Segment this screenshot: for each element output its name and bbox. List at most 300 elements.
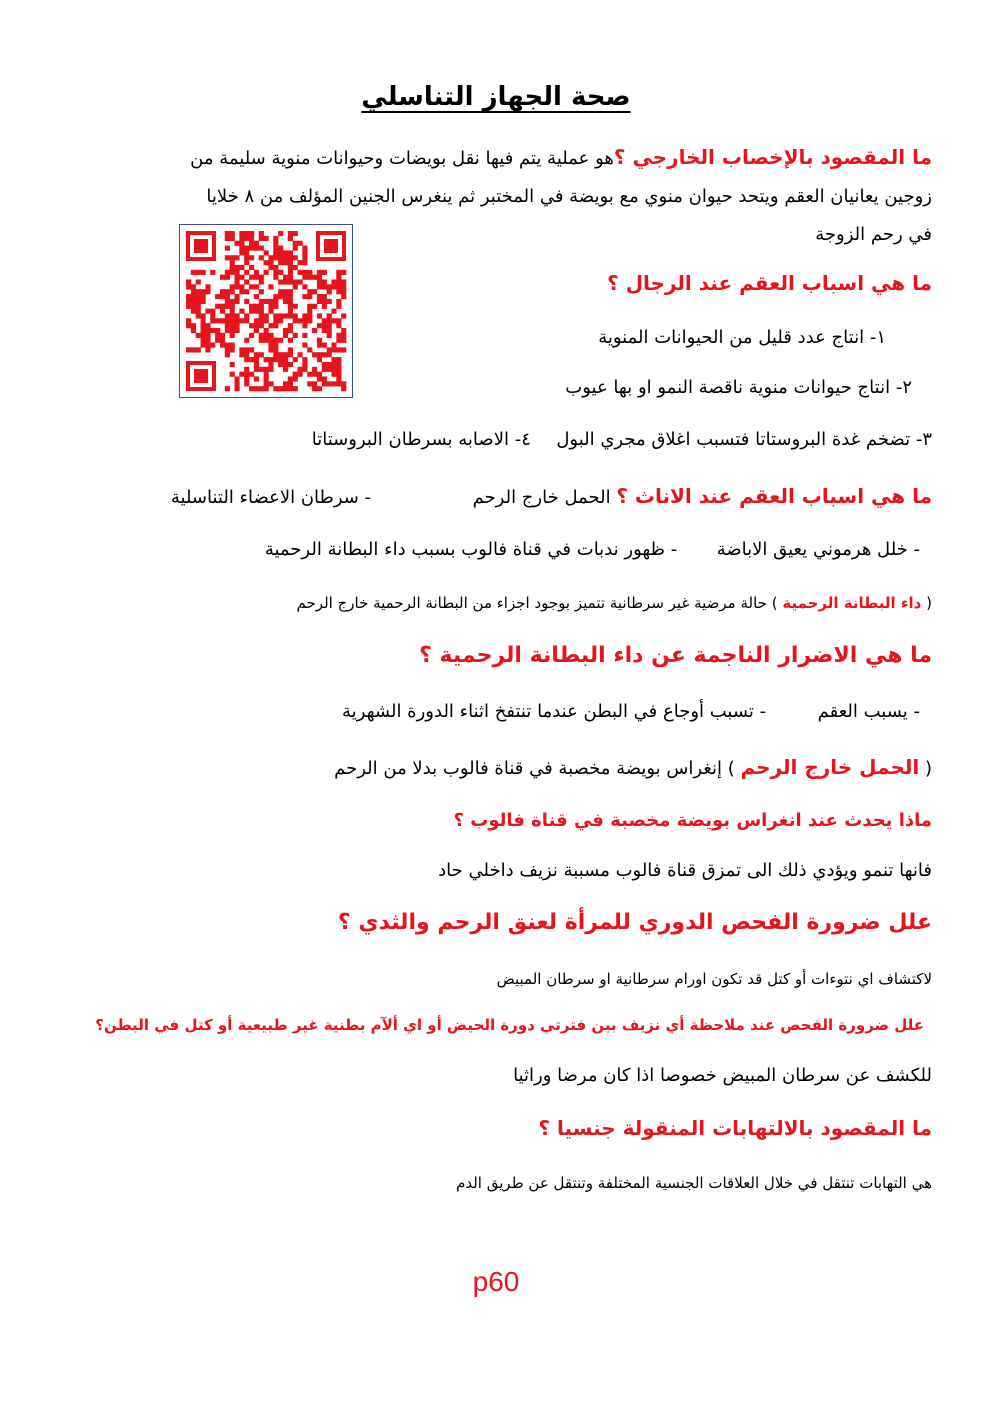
qr-module <box>283 362 288 367</box>
qr-module <box>201 318 206 323</box>
qr-module <box>244 236 249 241</box>
qr-module <box>254 323 259 328</box>
qr-module <box>327 328 332 333</box>
qr-module <box>336 357 341 362</box>
qr-module <box>244 260 249 265</box>
qr-module <box>259 246 264 251</box>
qr-module <box>244 357 249 362</box>
qr-module <box>210 343 215 348</box>
qr-module <box>336 304 341 309</box>
qr-module <box>302 367 307 372</box>
qr-module <box>327 333 332 338</box>
qr-module <box>259 323 264 328</box>
qr-module <box>322 343 327 348</box>
women-item-b: - سرطان الاعضاء التناسلية <box>170 487 372 508</box>
qr-module <box>283 260 288 265</box>
qr-module <box>273 255 278 260</box>
exam2-answer: للكشف عن سرطان المبيض خصوصا اذا كان مرضا وراثيا <box>513 1065 932 1086</box>
qr-module <box>278 362 283 367</box>
qr-module <box>288 265 293 270</box>
qr-module <box>331 372 336 377</box>
ectopic-definition: إنغراس بويضة مخصبة في قناة فالوب بدلا من الرحم <box>334 758 722 779</box>
qr-module <box>225 343 230 348</box>
open-paren: ( <box>924 758 932 779</box>
qr-module <box>288 255 293 260</box>
qr-module <box>264 367 269 372</box>
qr-module <box>273 265 278 270</box>
qr-module <box>259 304 264 309</box>
qr-module <box>244 372 249 377</box>
qr-module <box>186 284 191 289</box>
qr-module <box>259 338 264 343</box>
qr-module <box>341 279 346 284</box>
qr-module <box>234 284 239 289</box>
qr-module <box>220 275 225 280</box>
qr-module <box>196 279 201 284</box>
qr-module <box>230 255 235 260</box>
qr-module <box>302 250 307 255</box>
qr-module <box>307 275 312 280</box>
qr-module <box>293 313 298 318</box>
qr-module <box>244 289 249 294</box>
qr-module <box>210 318 215 323</box>
qr-module <box>230 313 235 318</box>
qr-module <box>225 246 230 251</box>
qr-module <box>234 299 239 304</box>
qr-module <box>278 352 283 357</box>
qr-module <box>327 352 332 357</box>
qr-module <box>283 386 288 391</box>
qr-module <box>254 294 259 299</box>
qr-module <box>331 279 336 284</box>
qr-module <box>268 333 273 338</box>
qr-module <box>186 279 191 284</box>
qr-module <box>327 299 332 304</box>
qr-module <box>225 275 230 280</box>
qr-module <box>331 347 336 352</box>
qr-module <box>196 270 201 275</box>
qr-module <box>244 250 249 255</box>
qr-module <box>336 347 341 352</box>
qr-module <box>273 343 278 348</box>
qr-module <box>331 357 336 362</box>
men-item-2: ٢- انتاج حيوانات منوية ناقصة النمو او بها عيوب <box>565 377 912 398</box>
qr-module <box>268 309 273 314</box>
qr-module <box>249 333 254 338</box>
qr-module <box>293 333 298 338</box>
qr-module <box>239 231 244 236</box>
qr-module <box>254 386 259 391</box>
qr-module <box>249 275 254 280</box>
qr-module <box>239 289 244 294</box>
qr-module <box>239 372 244 377</box>
qr-module <box>331 367 336 372</box>
qr-module <box>264 386 269 391</box>
men-question: ما هي اسباب العقم عند الرجال ؟ <box>607 271 932 295</box>
qr-module <box>336 376 341 381</box>
qr-module <box>259 386 264 391</box>
men-item-4: ٤- الاصابه بسرطان البروستاتا <box>311 429 531 450</box>
qr-module <box>317 270 322 275</box>
qr-module <box>278 313 283 318</box>
page-title: صحة الجهاز التناسلي <box>361 82 631 112</box>
qr-module <box>191 323 196 328</box>
qr-module <box>293 372 298 377</box>
qr-module <box>327 313 332 318</box>
qr-module <box>225 236 230 241</box>
qr-module <box>293 241 298 246</box>
std-question: ما المقصود بالالتهابات المنقولة جنسيا ؟ <box>538 1116 932 1140</box>
qr-module <box>293 279 298 284</box>
qr-module <box>234 323 239 328</box>
qr-module <box>273 352 278 357</box>
intro-answer-3: في رحم الزوجة <box>815 224 932 245</box>
qr-module <box>273 386 278 391</box>
qr-module <box>264 299 269 304</box>
qr-module <box>268 338 273 343</box>
qr-module <box>327 323 332 328</box>
qr-module <box>196 289 201 294</box>
qr-module <box>273 304 278 309</box>
qr-module <box>244 318 249 323</box>
qr-module <box>312 372 317 377</box>
qr-module <box>215 318 220 323</box>
qr-module <box>196 309 201 314</box>
qr-module <box>249 304 254 309</box>
qr-module <box>327 347 332 352</box>
qr-module <box>288 279 293 284</box>
qr-module <box>225 347 230 352</box>
qr-module <box>205 338 210 343</box>
qr-module <box>259 333 264 338</box>
qr-module <box>322 270 327 275</box>
qr-module <box>201 270 206 275</box>
qr-module <box>293 246 298 251</box>
qr-module <box>307 318 312 323</box>
qr-module <box>268 265 273 270</box>
qr-module <box>259 275 264 280</box>
qr-module <box>317 372 322 377</box>
qr-module <box>191 304 196 309</box>
qr-module <box>312 367 317 372</box>
qr-module <box>302 270 307 275</box>
qr-module <box>288 347 293 352</box>
qr-module <box>317 313 322 318</box>
qr-module <box>273 270 278 275</box>
qr-module <box>234 275 239 280</box>
qr-module <box>293 376 298 381</box>
qr-module <box>293 304 298 309</box>
qr-module <box>264 357 269 362</box>
qr-module <box>283 328 288 333</box>
qr-module <box>307 372 312 377</box>
qr-module <box>288 289 293 294</box>
qr-module <box>259 352 264 357</box>
qr-module <box>322 352 327 357</box>
qr-module <box>336 333 341 338</box>
qr-module <box>312 386 317 391</box>
qr-module <box>230 270 235 275</box>
qr-module <box>268 299 273 304</box>
qr-module <box>230 304 235 309</box>
qr-module <box>307 294 312 299</box>
qr-module <box>254 357 259 362</box>
qr-module <box>244 338 249 343</box>
qr-module <box>322 376 327 381</box>
qr-module <box>264 328 269 333</box>
qr-module <box>288 352 293 357</box>
qr-module <box>201 323 206 328</box>
qr-module <box>239 265 244 270</box>
qr-module <box>283 279 288 284</box>
qr-module <box>254 367 259 372</box>
qr-module <box>278 255 283 260</box>
qr-module <box>322 323 327 328</box>
women-line <box>171 483 932 511</box>
qr-module <box>225 323 230 328</box>
qr-module <box>254 328 259 333</box>
qr-module <box>234 270 239 275</box>
qr-module <box>327 362 332 367</box>
qr-module <box>322 381 327 386</box>
qr-module <box>278 318 283 323</box>
qr-module <box>196 313 201 318</box>
qr-module <box>234 294 239 299</box>
qr-module <box>234 265 239 270</box>
qr-module <box>225 386 230 391</box>
qr-module <box>249 246 254 251</box>
qr-module <box>201 328 206 333</box>
qr-code[interactable] <box>179 224 353 398</box>
qr-module <box>302 333 307 338</box>
qr-module <box>239 241 244 246</box>
qr-module <box>230 318 235 323</box>
qr-module <box>278 231 283 236</box>
qr-module <box>307 313 312 318</box>
qr-module <box>307 309 312 314</box>
qr-module <box>244 376 249 381</box>
qr-module <box>273 323 278 328</box>
exam2-question: علل ضرورة الفحص عند ملاحظة أي نزيف بين فترتي دورة الحيض أو اي ألآم بطنية غير طبيعية أو كتل في البطن؟ <box>95 1016 924 1034</box>
qr-module <box>331 343 336 348</box>
qr-module <box>249 231 254 236</box>
qr-module <box>283 289 288 294</box>
qr-module <box>298 367 303 372</box>
women-item-d: - ظهور ندبات في قناة فالوب بسبب داء البطانة الرحمية <box>264 539 678 560</box>
qr-module <box>302 323 307 328</box>
qr-module <box>268 367 273 372</box>
qr-module <box>220 304 225 309</box>
men-items-3-4 <box>312 427 932 453</box>
qr-module <box>244 352 249 357</box>
qr-module <box>288 275 293 280</box>
qr-module <box>327 381 332 386</box>
qr-module <box>293 357 298 362</box>
women-item-a: الحمل خارج الرحم <box>472 487 611 508</box>
qr-module <box>327 318 332 323</box>
qr-module <box>283 255 288 260</box>
qr-module <box>331 318 336 323</box>
qr-module <box>201 289 206 294</box>
qr-module <box>191 299 196 304</box>
qr-module <box>341 284 346 289</box>
qr-module <box>201 299 206 304</box>
qr-module <box>307 381 312 386</box>
qr-module <box>336 338 341 343</box>
qr-module <box>239 318 244 323</box>
qr-module <box>302 260 307 265</box>
qr-module <box>336 284 341 289</box>
close-paren: ) <box>771 594 778 612</box>
qr-module <box>278 338 283 343</box>
qr-module <box>288 250 293 255</box>
qr-module <box>220 294 225 299</box>
qr-module <box>336 299 341 304</box>
qr-module <box>249 386 254 391</box>
qr-module <box>264 338 269 343</box>
qr-module <box>336 270 341 275</box>
qr-module <box>201 313 206 318</box>
qr-module <box>268 381 273 386</box>
qr-module <box>205 284 210 289</box>
implant-answer: فانها تنمو ويؤدي ذلك الى تمزق قناة فالوب مسببة نزيف داخلي حاد <box>438 860 932 881</box>
qr-module <box>259 309 264 314</box>
qr-module <box>283 381 288 386</box>
qr-module <box>268 323 273 328</box>
qr-module <box>239 284 244 289</box>
qr-module <box>298 260 303 265</box>
qr-module <box>302 246 307 251</box>
endometriosis-definition-line <box>297 590 932 616</box>
qr-module <box>317 386 322 391</box>
qr-module <box>278 386 283 391</box>
intro-answer-1: هو عملية يتم فيها نقل بويضات وحيوانات منوية سليمة من <box>190 148 614 169</box>
qr-module <box>341 313 346 318</box>
qr-module <box>322 304 327 309</box>
qr-module <box>283 250 288 255</box>
qr-module <box>244 279 249 284</box>
qr-module <box>259 299 264 304</box>
qr-module <box>322 328 327 333</box>
qr-module <box>336 381 341 386</box>
qr-module <box>230 299 235 304</box>
qr-module <box>205 343 210 348</box>
qr-module <box>293 255 298 260</box>
qr-module <box>312 352 317 357</box>
men-item-1: ١- انتاج عدد قليل من الحيوانات المنوية <box>598 327 886 348</box>
men-item-3: ٣- تضخم غدة البروستاتا فتسبب اغلاق مجري البول <box>556 429 932 450</box>
qr-module <box>201 343 206 348</box>
qr-module <box>336 372 341 377</box>
qr-module <box>288 386 293 391</box>
qr-module <box>239 246 244 251</box>
qr-module <box>302 362 307 367</box>
qr-module <box>268 347 273 352</box>
qr-module <box>336 367 341 372</box>
qr-module <box>341 386 346 391</box>
qr-module <box>239 236 244 241</box>
qr-module <box>210 313 215 318</box>
intro-line-1 <box>190 144 932 172</box>
qr-module <box>230 343 235 348</box>
qr-module <box>244 231 249 236</box>
qr-module <box>288 270 293 275</box>
qr-module <box>273 313 278 318</box>
intro-question: ما المقصود بالإخصاب الخارجي ؟ <box>613 145 932 169</box>
qr-module <box>283 352 288 357</box>
qr-module <box>230 231 235 236</box>
qr-module <box>307 347 312 352</box>
qr-module <box>288 309 293 314</box>
qr-module <box>312 381 317 386</box>
qr-module <box>254 284 259 289</box>
qr-module <box>225 328 230 333</box>
qr-module <box>234 318 239 323</box>
exam-answer: لاكتشاف اي نتوءات أو كتل قد تكون اورام سرطانية او سرطان المبيض <box>496 970 932 988</box>
qr-module <box>244 381 249 386</box>
qr-module <box>230 328 235 333</box>
qr-module <box>225 289 230 294</box>
qr-module <box>186 304 191 309</box>
qr-module <box>264 270 269 275</box>
qr-module <box>225 313 230 318</box>
qr-module <box>254 362 259 367</box>
close-paren: ) <box>727 758 735 779</box>
qr-module <box>191 309 196 314</box>
qr-module <box>264 376 269 381</box>
qr-module <box>341 294 346 299</box>
qr-module <box>322 367 327 372</box>
qr-module <box>220 309 225 314</box>
endometriosis-definition: حالة مرضية غير سرطانية تتميز بوجود اجزاء من البطانة الرحمية خارج الرحم <box>296 594 767 612</box>
qr-module <box>239 275 244 280</box>
qr-module <box>283 299 288 304</box>
page-number: p60 <box>472 1266 520 1297</box>
qr-module <box>259 313 264 318</box>
qr-module <box>191 289 196 294</box>
qr-module <box>341 270 346 275</box>
qr-module <box>322 279 327 284</box>
qr-module <box>254 304 259 309</box>
qr-module <box>230 284 235 289</box>
qr-module <box>278 279 283 284</box>
qr-module <box>298 352 303 357</box>
qr-module <box>341 381 346 386</box>
women-item-c: - خلل هرموني يعيق الاباضة <box>716 539 920 560</box>
qr-module <box>341 289 346 294</box>
qr-module <box>230 309 235 314</box>
qr-module <box>288 294 293 299</box>
qr-module <box>312 328 317 333</box>
qr-module <box>196 294 201 299</box>
qr-module <box>215 328 220 333</box>
qr-module <box>327 284 332 289</box>
qr-module <box>317 357 322 362</box>
qr-module <box>283 357 288 362</box>
qr-module <box>288 304 293 309</box>
open-paren: ( <box>926 594 932 612</box>
qr-module <box>230 289 235 294</box>
harms-item-2: - تسبب أوجاع في البطن عندما تنتفخ اثناء الدورة الشهرية <box>342 701 767 722</box>
qr-module <box>249 347 254 352</box>
qr-module <box>264 260 269 265</box>
qr-module <box>302 357 307 362</box>
qr-module <box>273 338 278 343</box>
qr-module <box>293 265 298 270</box>
qr-module <box>259 367 264 372</box>
qr-module <box>317 279 322 284</box>
qr-module <box>322 318 327 323</box>
